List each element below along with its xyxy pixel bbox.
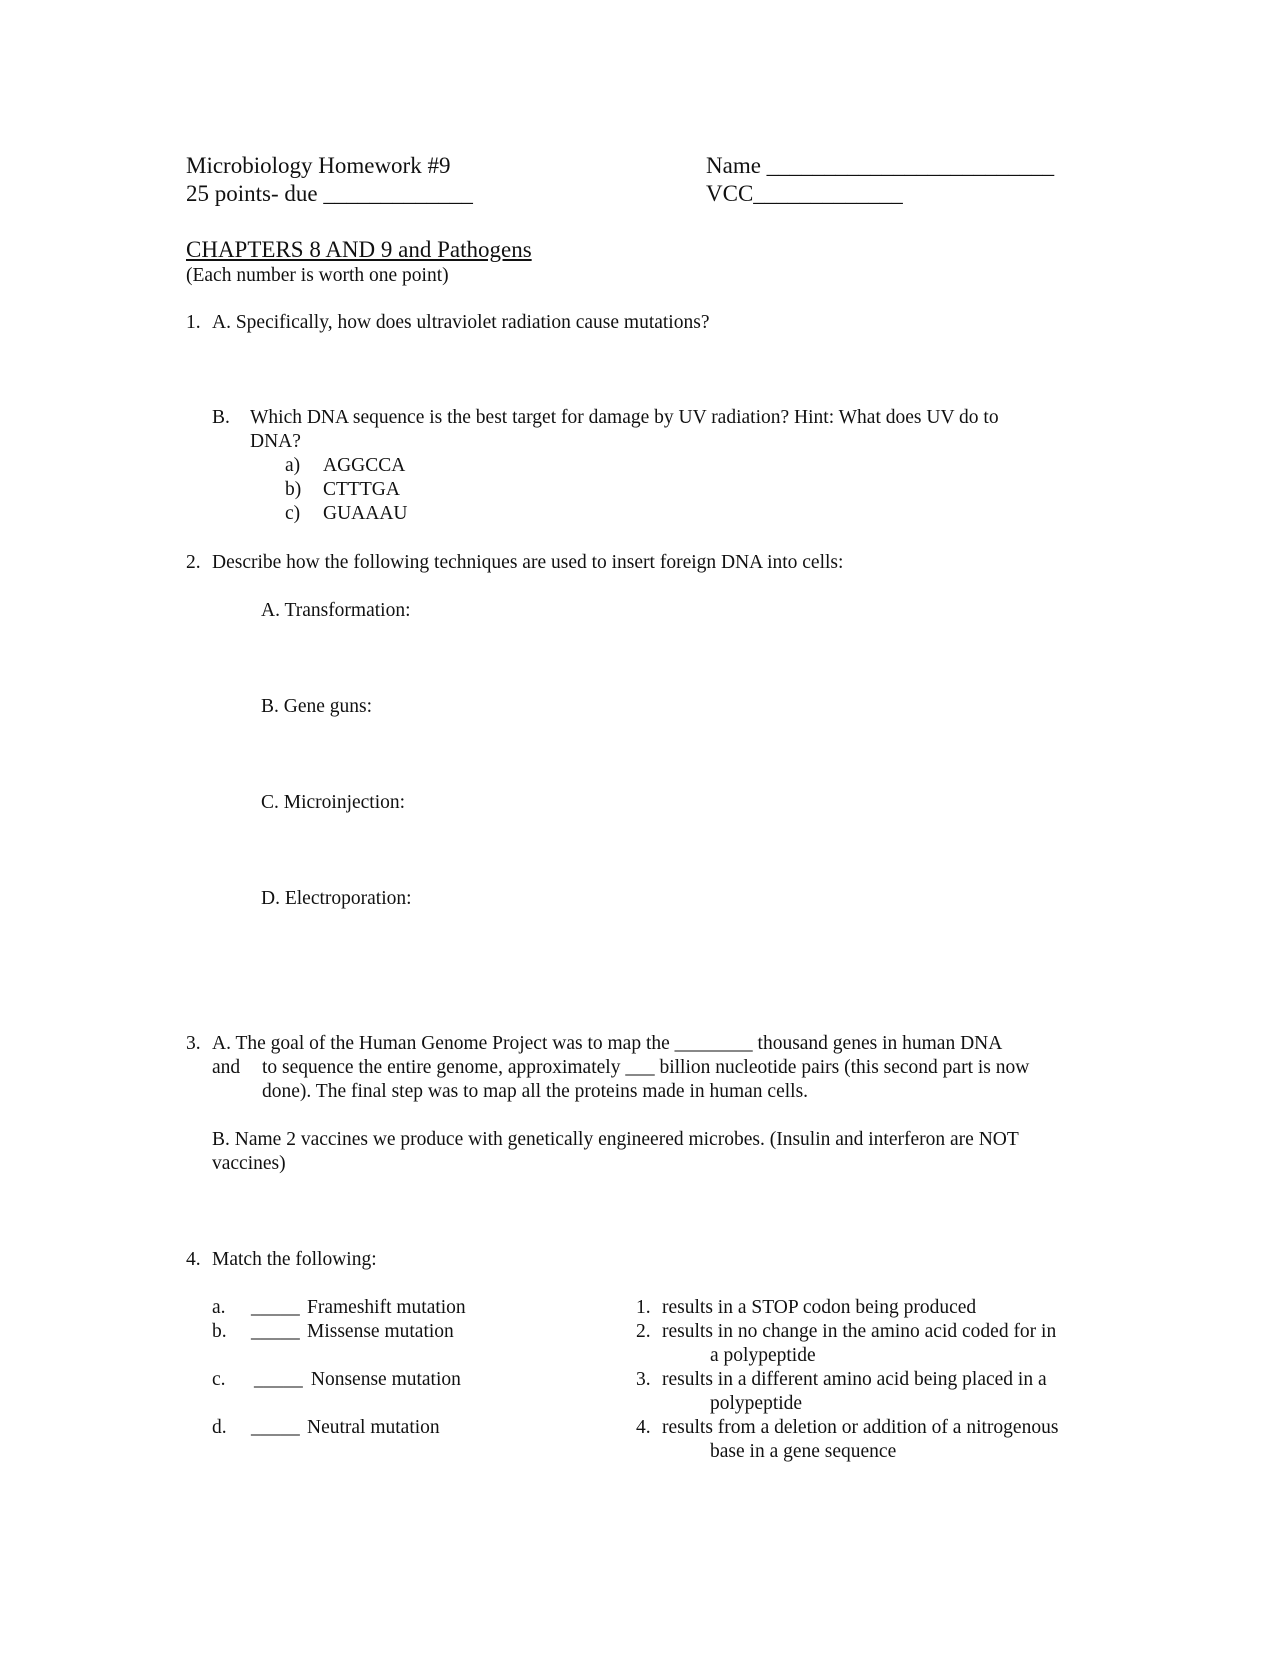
q3-a-line1: A. The goal of the Human Genome Project was to map the ________ thousand genes in human DNA: [212, 1033, 1003, 1054]
points-due-field[interactable]: 25 points- due _____________: [186, 181, 473, 206]
q3-b-line1: B. Name 2 vaccines we produce with genetically engineered microbes. (Insulin and interferon are NOT: [212, 1129, 1019, 1150]
match-def-line2: a polypeptide: [710, 1345, 816, 1366]
q1-part-b-line1: Which DNA sequence is the best target for damage by UV radiation? Hint: What does UV do to: [250, 407, 999, 428]
q1-option-text: CTTTGA: [323, 479, 400, 500]
q1-option-text: GUAAAU: [323, 503, 408, 524]
match-term-label: c.: [212, 1369, 226, 1390]
q1-option-label: a): [285, 455, 301, 476]
q2-item-microinjection: C. Microinjection:: [261, 792, 406, 813]
match-term-blank[interactable]: _____: [251, 1321, 300, 1342]
match-term-text: Frameshift mutation: [307, 1297, 466, 1318]
q1-part-b-line2: DNA?: [250, 431, 301, 452]
section-title: CHAPTERS 8 AND 9 and Pathogens: [186, 237, 532, 262]
match-term-text: Neutral mutation: [307, 1417, 440, 1438]
q3-b-line2: vaccines): [212, 1153, 286, 1174]
match-term-label: d.: [212, 1417, 227, 1438]
q3-a-line3: done). The final step was to map all the proteins made in human cells.: [262, 1081, 809, 1102]
match-term-label: a.: [212, 1297, 226, 1318]
course-title: Microbiology Homework #9: [186, 153, 451, 178]
q1-option-text: AGGCCA: [323, 455, 406, 476]
match-term-text: Missense mutation: [307, 1321, 454, 1342]
match-term-blank[interactable]: _____: [254, 1369, 303, 1390]
match-def-line2: polypeptide: [710, 1393, 803, 1414]
match-def-line1: results from a deletion or addition of a nitrogenous: [662, 1417, 1059, 1438]
q1-option-label: c): [285, 503, 301, 524]
match-def-line1: results in a STOP codon being produced: [662, 1297, 977, 1318]
match-def-number: 1.: [636, 1297, 651, 1318]
q4-prompt: Match the following:: [212, 1249, 377, 1270]
section-note: (Each number is worth one point): [186, 265, 449, 286]
q2-prompt: Describe how the following techniques are used to insert foreign DNA into cells:: [212, 552, 844, 573]
match-def-number: 4.: [636, 1417, 651, 1438]
q3-a-line2-lead: and: [212, 1057, 241, 1078]
q2-item-gene-guns: B. Gene guns:: [261, 696, 373, 717]
q1-number: 1.: [186, 312, 201, 333]
match-term-blank[interactable]: _____: [251, 1297, 300, 1318]
match-def-line1: results in a different amino acid being placed in a: [662, 1369, 1047, 1390]
q1-option-label: b): [285, 479, 302, 500]
q2-number: 2.: [186, 552, 201, 573]
q3-number: 3.: [186, 1033, 201, 1054]
match-def-number: 2.: [636, 1321, 651, 1342]
q3-a-line2: to sequence the entire genome, approximately ___ billion nucleotide pairs (this second part is now: [262, 1057, 1030, 1078]
q1-part-a: A. Specifically, how does ultraviolet radiation cause mutations?: [212, 312, 710, 333]
match-def-number: 3.: [636, 1369, 651, 1390]
match-term-blank[interactable]: _____: [251, 1417, 300, 1438]
match-def-line2: base in a gene sequence: [710, 1441, 897, 1462]
match-def-line1: results in no change in the amino acid coded for in: [662, 1321, 1057, 1342]
match-term-text: Nonsense mutation: [306, 1369, 461, 1390]
q1-part-b-label: B.: [212, 407, 230, 428]
q4-number: 4.: [186, 1249, 201, 1270]
match-term-label: b.: [212, 1321, 227, 1342]
q2-item-transformation: A. Transformation:: [261, 600, 411, 621]
vcc-field[interactable]: VCC_____________: [706, 181, 903, 206]
q2-item-electroporation: D. Electroporation:: [261, 888, 412, 909]
name-field[interactable]: Name _________________________: [706, 153, 1055, 178]
